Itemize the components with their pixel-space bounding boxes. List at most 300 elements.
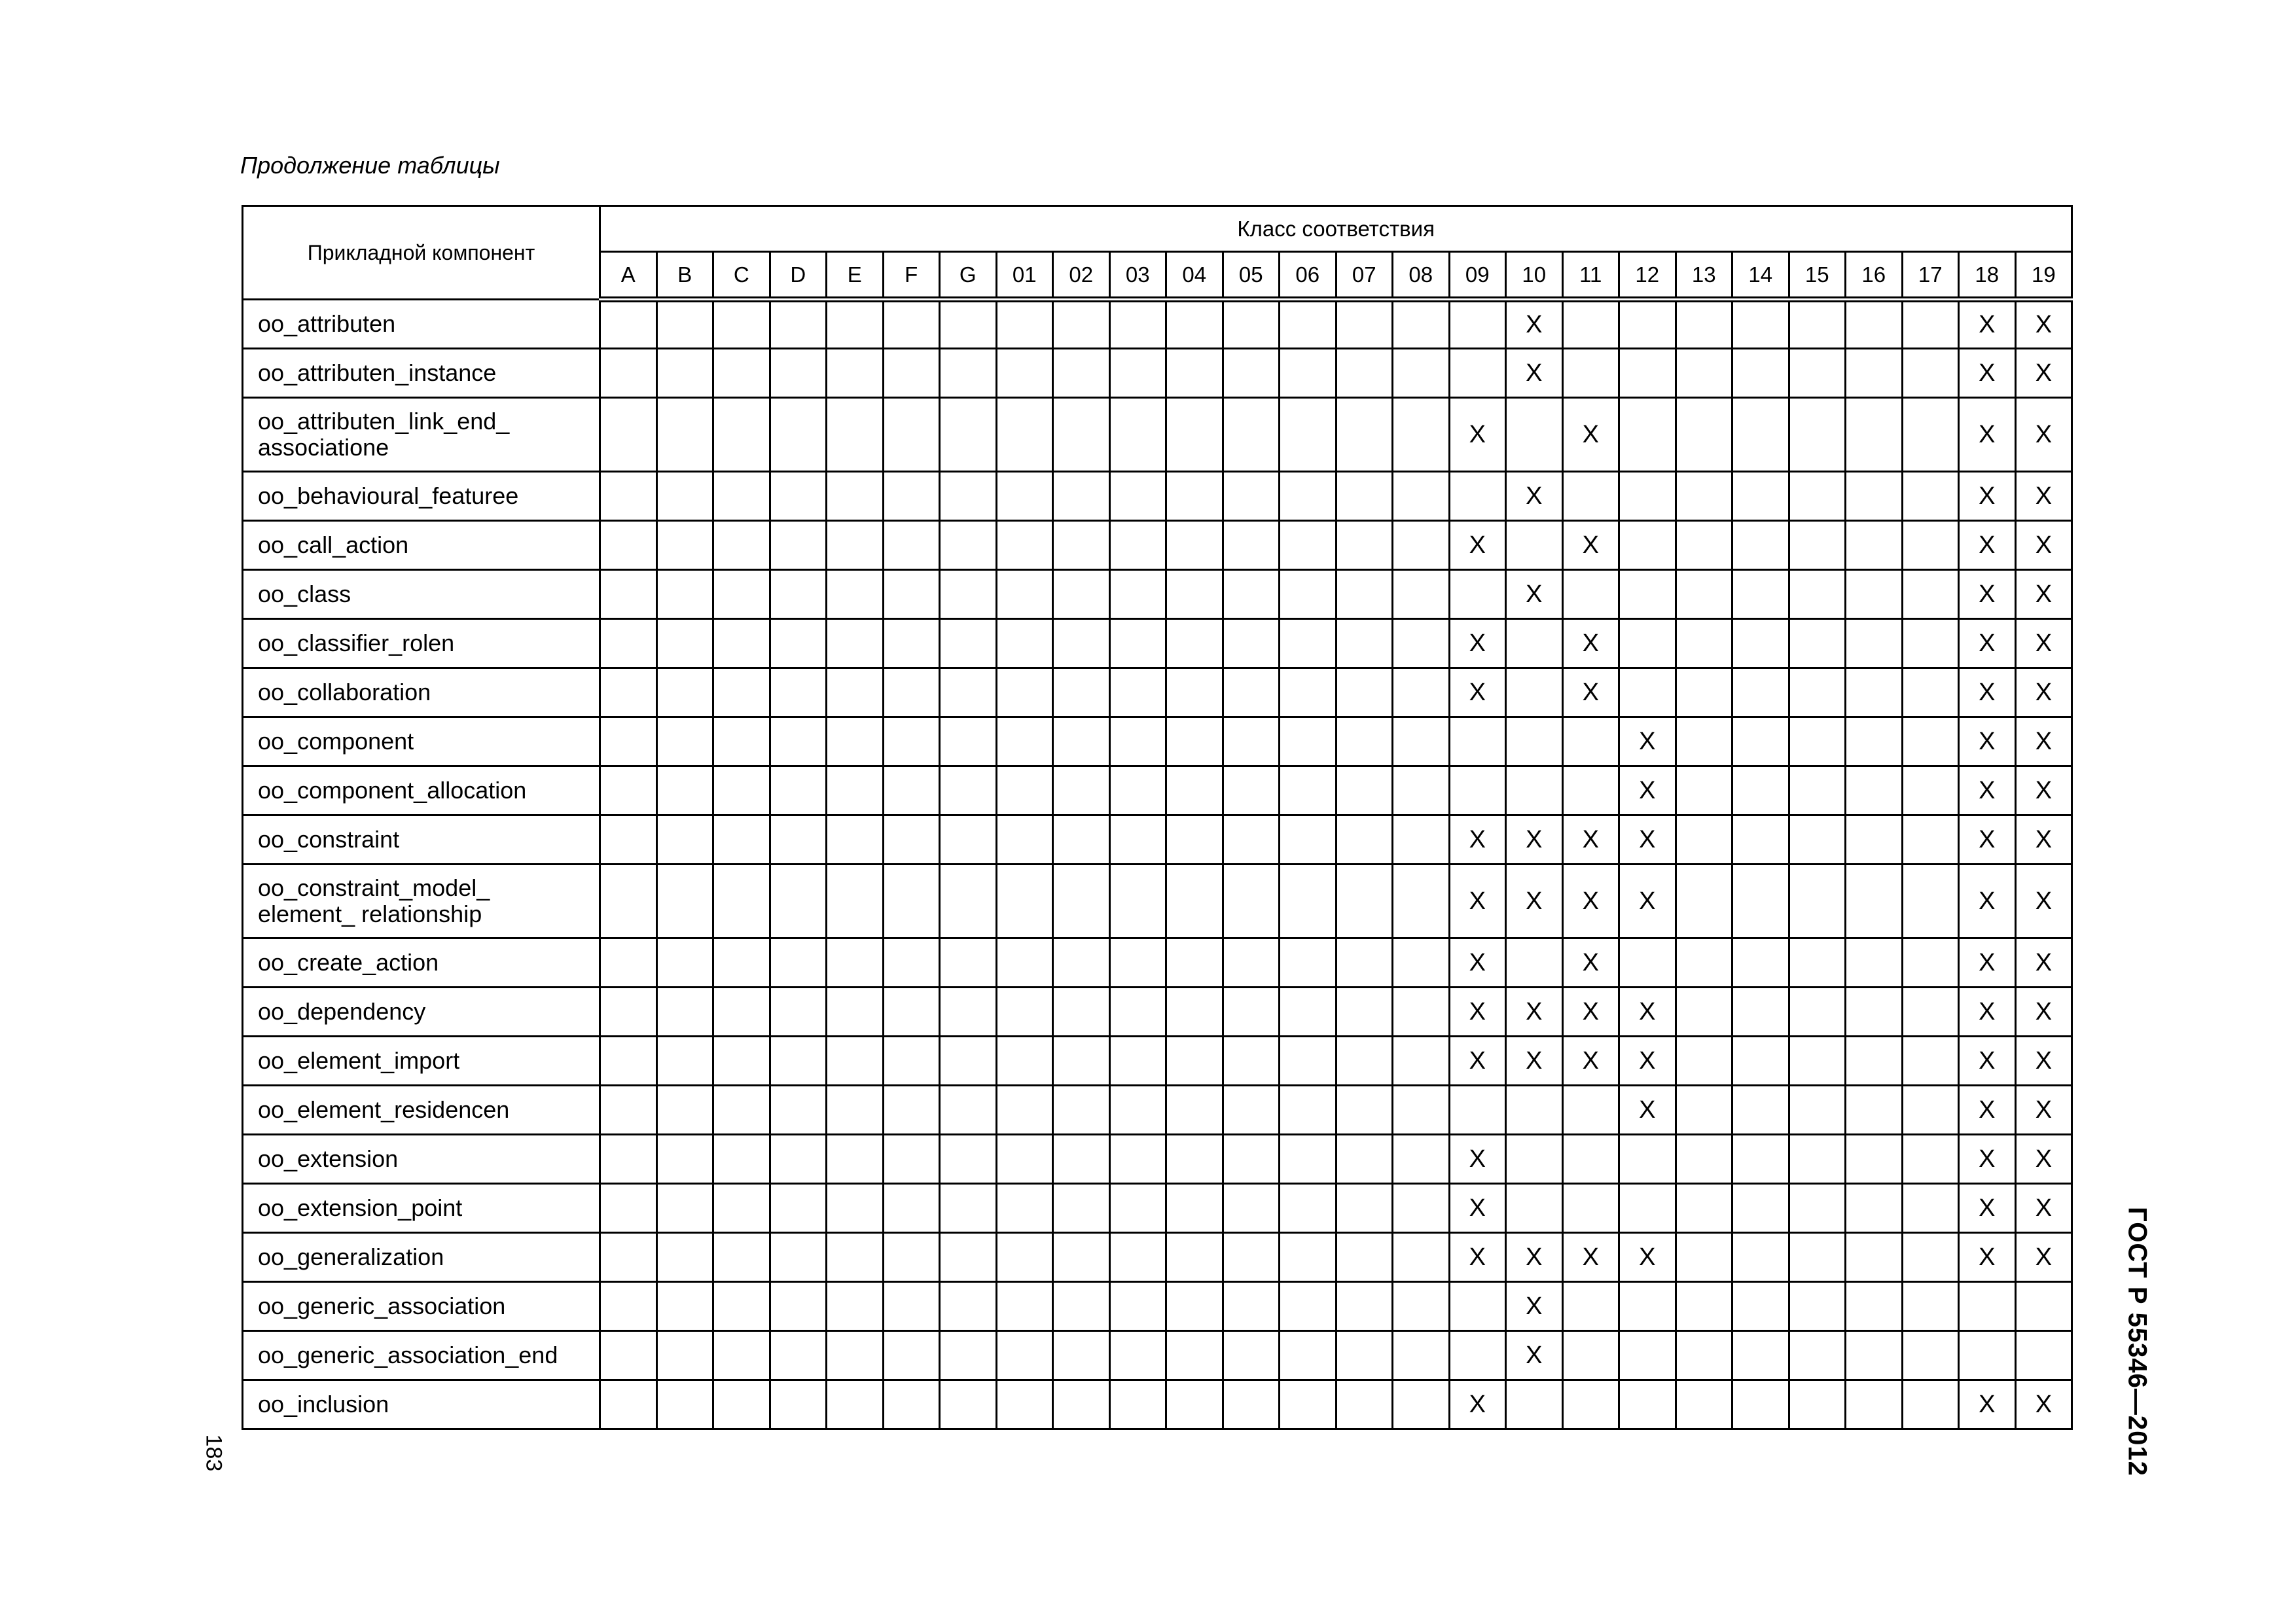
class-cell-A [600, 398, 657, 472]
component-name: oo_extension [243, 1135, 600, 1184]
class-cell-07 [1336, 1086, 1393, 1135]
table-row [243, 619, 2072, 668]
class-cell-06 [1280, 1086, 1336, 1135]
class-cell-10 [1506, 1135, 1563, 1184]
class-cell-16 [1846, 570, 1903, 619]
class-cell-B [656, 570, 713, 619]
class-header-02: 02 [1053, 252, 1110, 300]
class-cell-16 [1846, 521, 1903, 570]
table-row [243, 570, 2072, 619]
table-row [243, 521, 2072, 570]
class-cell-10: X [1506, 1233, 1563, 1282]
class-cell-A [600, 472, 657, 521]
class-cell-D [770, 1184, 827, 1233]
class-cell-A [600, 717, 657, 766]
class-cell-E [827, 472, 884, 521]
class-header-G: G [940, 252, 997, 300]
class-cell-09 [1449, 717, 1506, 766]
class-cell-03 [1109, 398, 1166, 472]
class-cell-B [656, 865, 713, 938]
class-cell-D [770, 1282, 827, 1331]
class-cell-C [713, 1086, 770, 1135]
class-cell-G [940, 300, 997, 349]
class-cell-11: X [1562, 988, 1619, 1037]
class-cell-12 [1619, 938, 1676, 988]
class-cell-13 [1676, 1282, 1732, 1331]
class-cell-02 [1053, 1380, 1110, 1429]
class-cell-E [827, 815, 884, 865]
class-cell-06 [1280, 619, 1336, 668]
class-cell-01 [996, 472, 1053, 521]
class-cell-04 [1166, 570, 1223, 619]
class-cell-D [770, 1233, 827, 1282]
class-cell-13 [1676, 717, 1732, 766]
class-cell-04 [1166, 1331, 1223, 1380]
class-cell-01 [996, 1135, 1053, 1184]
component-name: oo_attributen_link_end_ associatione [243, 398, 600, 472]
class-cell-C [713, 1135, 770, 1184]
class-cell-07 [1336, 349, 1393, 398]
table-row [243, 1331, 2072, 1380]
class-cell-13 [1676, 398, 1732, 472]
component-name: oo_constraint [243, 815, 600, 865]
class-cell-13 [1676, 1184, 1732, 1233]
class-cell-D [770, 1331, 827, 1380]
class-cell-19: X [2015, 865, 2072, 938]
page-number [194, 1427, 233, 1479]
class-cell-18: X [1959, 766, 2016, 815]
class-cell-05 [1223, 1233, 1280, 1282]
class-cell-B [656, 1331, 713, 1380]
class-cell-17 [1902, 1135, 1959, 1184]
class-cell-08 [1393, 668, 1450, 717]
class-cell-19: X [2015, 472, 2072, 521]
class-cell-09: X [1449, 1380, 1506, 1429]
class-cell-18: X [1959, 1380, 2016, 1429]
class-cell-16 [1846, 1037, 1903, 1086]
class-cell-08 [1393, 938, 1450, 988]
class-cell-F [883, 349, 940, 398]
class-cell-C [713, 349, 770, 398]
class-cell-01 [996, 619, 1053, 668]
class-cell-G [940, 988, 997, 1037]
class-cell-15 [1789, 1233, 1846, 1282]
class-cell-A [600, 938, 657, 988]
class-cell-18: X [1959, 1086, 2016, 1135]
table-row [243, 865, 2072, 938]
class-cell-10 [1506, 1184, 1563, 1233]
class-cell-10: X [1506, 349, 1563, 398]
class-cell-14 [1732, 988, 1789, 1037]
class-cell-17 [1902, 815, 1959, 865]
class-cell-14 [1732, 619, 1789, 668]
class-cell-G [940, 815, 997, 865]
class-cell-12 [1619, 1331, 1676, 1380]
class-cell-12: X [1619, 815, 1676, 865]
class-cell-02 [1053, 1282, 1110, 1331]
class-cell-A [600, 521, 657, 570]
class-cell-08 [1393, 1233, 1450, 1282]
class-cell-01 [996, 1380, 1053, 1429]
class-cell-17 [1902, 1184, 1959, 1233]
class-cell-17 [1902, 521, 1959, 570]
class-cell-F [883, 938, 940, 988]
class-cell-10: X [1506, 300, 1563, 349]
class-cell-F [883, 766, 940, 815]
component-name: oo_inclusion [243, 1380, 600, 1429]
class-cell-09: X [1449, 398, 1506, 472]
class-cell-10 [1506, 717, 1563, 766]
class-cell-18: X [1959, 815, 2016, 865]
class-cell-10: X [1506, 1282, 1563, 1331]
class-cell-02 [1053, 766, 1110, 815]
class-cell-D [770, 988, 827, 1037]
class-cell-10: X [1506, 865, 1563, 938]
class-cell-17 [1902, 1331, 1959, 1380]
class-cell-03 [1109, 300, 1166, 349]
class-cell-17 [1902, 1086, 1959, 1135]
class-cell-03 [1109, 619, 1166, 668]
class-cell-06 [1280, 570, 1336, 619]
class-cell-04 [1166, 349, 1223, 398]
class-cell-03 [1109, 1086, 1166, 1135]
class-cell-10: X [1506, 570, 1563, 619]
table-row [243, 300, 2072, 349]
class-cell-12 [1619, 1380, 1676, 1429]
class-cell-15 [1789, 717, 1846, 766]
class-cell-04 [1166, 766, 1223, 815]
class-cell-C [713, 1380, 770, 1429]
class-cell-10 [1506, 1380, 1563, 1429]
class-cell-13 [1676, 570, 1732, 619]
table-row [243, 938, 2072, 988]
class-cell-C [713, 1282, 770, 1331]
class-cell-02 [1053, 1184, 1110, 1233]
class-cell-12 [1619, 349, 1676, 398]
class-cell-07 [1336, 472, 1393, 521]
class-header-F: F [883, 252, 940, 300]
class-header-03: 03 [1109, 252, 1166, 300]
component-name: oo_collaboration [243, 668, 600, 717]
class-cell-02 [1053, 300, 1110, 349]
class-cell-03 [1109, 1135, 1166, 1184]
class-cell-12 [1619, 668, 1676, 717]
class-cell-C [713, 766, 770, 815]
class-cell-07 [1336, 521, 1393, 570]
class-cell-F [883, 1037, 940, 1086]
class-cell-G [940, 570, 997, 619]
class-cell-16 [1846, 349, 1903, 398]
class-cell-01 [996, 349, 1053, 398]
class-cell-14 [1732, 570, 1789, 619]
class-cell-12 [1619, 1135, 1676, 1184]
class-cell-B [656, 1135, 713, 1184]
class-cell-03 [1109, 766, 1166, 815]
class-cell-03 [1109, 1380, 1166, 1429]
class-cell-06 [1280, 472, 1336, 521]
class-cell-01 [996, 1086, 1053, 1135]
class-cell-04 [1166, 865, 1223, 938]
class-cell-10 [1506, 521, 1563, 570]
class-cell-E [827, 349, 884, 398]
class-cell-07 [1336, 1037, 1393, 1086]
class-cell-11 [1562, 1282, 1619, 1331]
class-cell-03 [1109, 472, 1166, 521]
class-cell-E [827, 988, 884, 1037]
class-cell-B [656, 619, 713, 668]
component-name: oo_generic_association [243, 1282, 600, 1331]
class-cell-14 [1732, 938, 1789, 988]
class-cell-C [713, 570, 770, 619]
class-cell-E [827, 1282, 884, 1331]
class-cell-03 [1109, 717, 1166, 766]
class-cell-E [827, 398, 884, 472]
class-cell-D [770, 1380, 827, 1429]
table-row [243, 1037, 2072, 1086]
class-cell-14 [1732, 398, 1789, 472]
class-cell-06 [1280, 815, 1336, 865]
class-cell-07 [1336, 300, 1393, 349]
class-cell-06 [1280, 988, 1336, 1037]
class-cell-03 [1109, 570, 1166, 619]
class-cell-E [827, 570, 884, 619]
class-cell-G [940, 521, 997, 570]
class-cell-14 [1732, 717, 1789, 766]
class-cell-11: X [1562, 865, 1619, 938]
class-cell-11 [1562, 1331, 1619, 1380]
class-header-B: B [656, 252, 713, 300]
class-cell-02 [1053, 1086, 1110, 1135]
component-name: oo_dependency [243, 988, 600, 1037]
class-cell-02 [1053, 521, 1110, 570]
table-continuation-caption: Продолжение таблицы [240, 152, 500, 179]
class-cell-05 [1223, 300, 1280, 349]
class-header-01: 01 [996, 252, 1053, 300]
class-cell-05 [1223, 619, 1280, 668]
class-cell-02 [1053, 349, 1110, 398]
class-cell-02 [1053, 1135, 1110, 1184]
class-cell-05 [1223, 1380, 1280, 1429]
class-header-05: 05 [1223, 252, 1280, 300]
class-cell-09: X [1449, 521, 1506, 570]
class-cell-C [713, 717, 770, 766]
class-cell-01 [996, 938, 1053, 988]
class-cell-A [600, 570, 657, 619]
class-cell-06 [1280, 1282, 1336, 1331]
class-cell-08 [1393, 472, 1450, 521]
class-cell-06 [1280, 398, 1336, 472]
class-cell-08 [1393, 1037, 1450, 1086]
class-cell-13 [1676, 1037, 1732, 1086]
class-cell-07 [1336, 988, 1393, 1037]
class-cell-B [656, 472, 713, 521]
class-cell-G [940, 1037, 997, 1086]
class-cell-07 [1336, 865, 1393, 938]
class-cell-F [883, 521, 940, 570]
class-cell-14 [1732, 1282, 1789, 1331]
class-cell-16 [1846, 1184, 1903, 1233]
class-cell-16 [1846, 472, 1903, 521]
class-cell-14 [1732, 1233, 1789, 1282]
component-name: oo_behavioural_featuree [243, 472, 600, 521]
class-cell-01 [996, 1037, 1053, 1086]
component-name: oo_generic_association_end [243, 1331, 600, 1380]
class-cell-10: X [1506, 1331, 1563, 1380]
class-cell-05 [1223, 1331, 1280, 1380]
class-cell-14 [1732, 300, 1789, 349]
class-cell-05 [1223, 398, 1280, 472]
class-cell-19: X [2015, 766, 2072, 815]
class-cell-18 [1959, 1282, 2016, 1331]
class-cell-05 [1223, 1184, 1280, 1233]
class-cell-05 [1223, 1282, 1280, 1331]
class-cell-D [770, 717, 827, 766]
class-cell-03 [1109, 1282, 1166, 1331]
class-cell-F [883, 1233, 940, 1282]
class-cell-14 [1732, 815, 1789, 865]
class-cell-14 [1732, 1184, 1789, 1233]
component-column-header: Прикладной компонент [243, 206, 600, 300]
class-cell-02 [1053, 717, 1110, 766]
class-cell-05 [1223, 668, 1280, 717]
class-cell-B [656, 349, 713, 398]
class-cell-08 [1393, 988, 1450, 1037]
class-cell-13 [1676, 1233, 1732, 1282]
class-cell-19: X [2015, 521, 2072, 570]
class-cell-14 [1732, 521, 1789, 570]
class-cell-01 [996, 1331, 1053, 1380]
class-cell-15 [1789, 398, 1846, 472]
class-cell-05 [1223, 717, 1280, 766]
component-name: oo_classifier_rolen [243, 619, 600, 668]
class-cell-10: X [1506, 988, 1563, 1037]
component-name: oo_call_action [243, 521, 600, 570]
class-cell-08 [1393, 349, 1450, 398]
class-cell-19: X [2015, 570, 2072, 619]
class-cell-E [827, 1331, 884, 1380]
class-cell-07 [1336, 1233, 1393, 1282]
class-cell-03 [1109, 349, 1166, 398]
class-cell-15 [1789, 349, 1846, 398]
class-cell-17 [1902, 865, 1959, 938]
class-cell-11 [1562, 1135, 1619, 1184]
class-cell-04 [1166, 521, 1223, 570]
class-cell-12 [1619, 1282, 1676, 1331]
class-header-11: 11 [1562, 252, 1619, 300]
class-cell-03 [1109, 865, 1166, 938]
class-cell-E [827, 619, 884, 668]
class-cell-D [770, 349, 827, 398]
class-cell-E [827, 521, 884, 570]
class-cell-E [827, 1184, 884, 1233]
class-cell-18: X [1959, 472, 2016, 521]
class-cell-G [940, 865, 997, 938]
class-cell-12 [1619, 472, 1676, 521]
class-cell-19: X [2015, 1037, 2072, 1086]
class-header-C: C [713, 252, 770, 300]
class-cell-E [827, 717, 884, 766]
class-cell-05 [1223, 766, 1280, 815]
class-cell-C [713, 1233, 770, 1282]
class-cell-C [713, 521, 770, 570]
class-cell-06 [1280, 717, 1336, 766]
class-cell-15 [1789, 865, 1846, 938]
class-header-A: A [600, 252, 657, 300]
class-cell-09 [1449, 300, 1506, 349]
class-cell-18: X [1959, 570, 2016, 619]
class-cell-19: X [2015, 1086, 2072, 1135]
class-cell-A [600, 1086, 657, 1135]
class-header-06: 06 [1280, 252, 1336, 300]
class-cell-06 [1280, 349, 1336, 398]
class-cell-18: X [1959, 865, 2016, 938]
class-cell-06 [1280, 766, 1336, 815]
class-cell-18: X [1959, 300, 2016, 349]
class-cell-08 [1393, 1086, 1450, 1135]
class-cell-06 [1280, 300, 1336, 349]
class-cell-06 [1280, 1380, 1336, 1429]
class-cell-C [713, 815, 770, 865]
class-cell-03 [1109, 1184, 1166, 1233]
class-cell-03 [1109, 1037, 1166, 1086]
class-cell-17 [1902, 1380, 1959, 1429]
class-cell-B [656, 815, 713, 865]
class-cell-G [940, 1135, 997, 1184]
class-cell-12: X [1619, 1037, 1676, 1086]
class-cell-02 [1053, 1331, 1110, 1380]
class-cell-D [770, 1135, 827, 1184]
class-cell-17 [1902, 1233, 1959, 1282]
class-cell-12 [1619, 300, 1676, 349]
table-row [243, 815, 2072, 865]
class-cell-01 [996, 398, 1053, 472]
class-cell-18: X [1959, 988, 2016, 1037]
class-cell-B [656, 1282, 713, 1331]
class-cell-G [940, 472, 997, 521]
class-cell-16 [1846, 766, 1903, 815]
class-cell-G [940, 1380, 997, 1429]
component-name: oo_constraint_model_ element_ relationship [243, 865, 600, 938]
class-header-D: D [770, 252, 827, 300]
class-cell-15 [1789, 1380, 1846, 1429]
class-cell-19: X [2015, 717, 2072, 766]
class-cell-B [656, 717, 713, 766]
component-name: oo_generalization [243, 1233, 600, 1282]
class-cell-15 [1789, 1135, 1846, 1184]
class-cell-C [713, 472, 770, 521]
class-cell-05 [1223, 1037, 1280, 1086]
class-cell-C [713, 988, 770, 1037]
class-cell-14 [1732, 1037, 1789, 1086]
class-cell-12: X [1619, 988, 1676, 1037]
class-cell-05 [1223, 865, 1280, 938]
class-cell-03 [1109, 815, 1166, 865]
class-cell-08 [1393, 1331, 1450, 1380]
class-cell-15 [1789, 1184, 1846, 1233]
class-cell-17 [1902, 1282, 1959, 1331]
class-header-E: E [827, 252, 884, 300]
class-cell-18: X [1959, 521, 2016, 570]
class-cell-09: X [1449, 865, 1506, 938]
table-row [243, 988, 2072, 1037]
class-cell-09: X [1449, 619, 1506, 668]
class-cell-08 [1393, 766, 1450, 815]
class-cell-13 [1676, 1380, 1732, 1429]
class-cell-08 [1393, 1380, 1450, 1429]
class-cell-08 [1393, 1184, 1450, 1233]
class-cell-17 [1902, 398, 1959, 472]
class-cell-08 [1393, 300, 1450, 349]
